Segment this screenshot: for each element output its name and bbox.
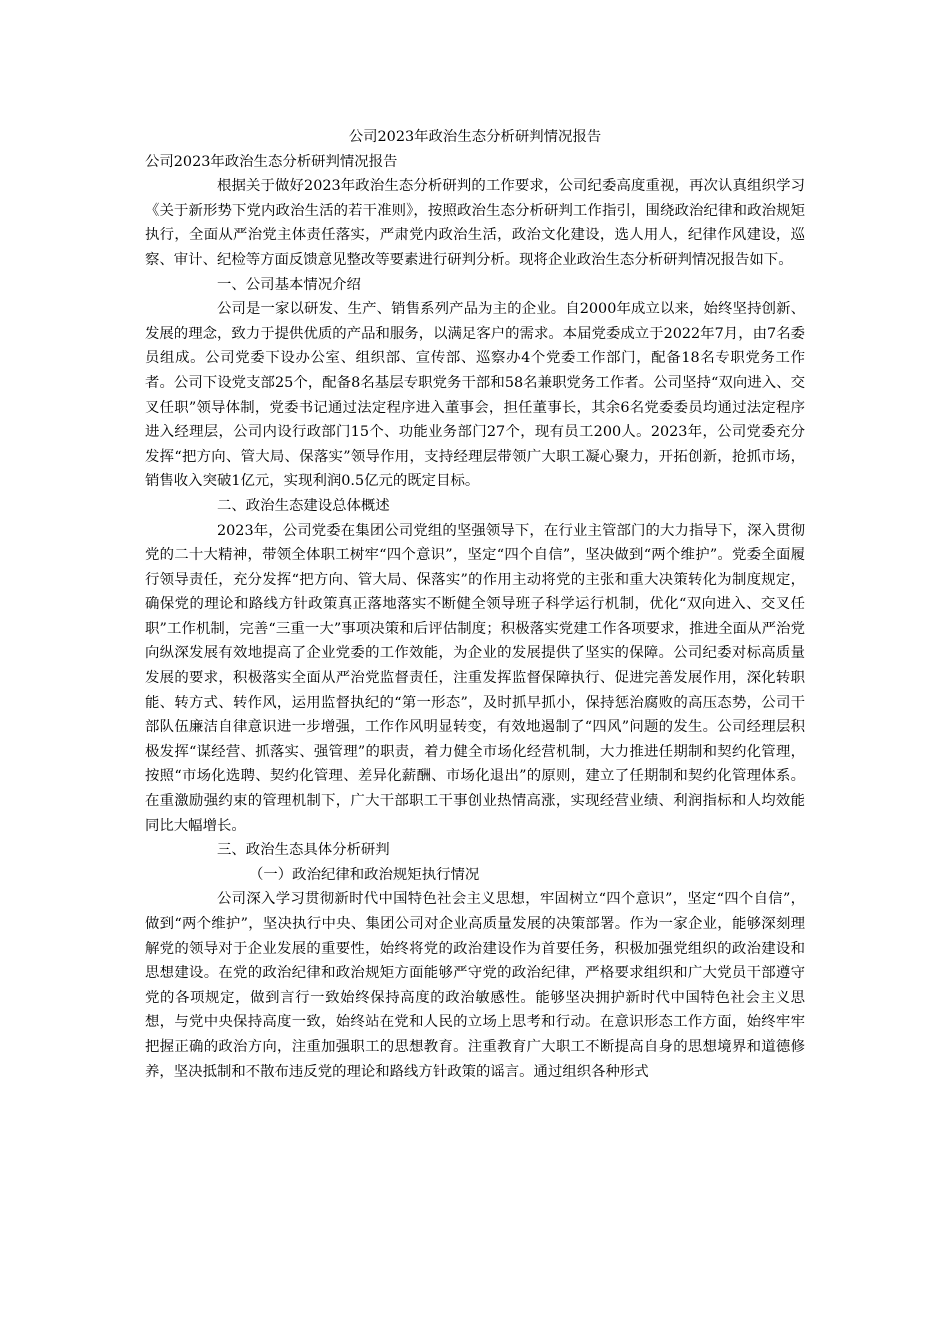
left-title: 公司2023年政治生态分析研判情况报告 bbox=[145, 153, 398, 170]
section-heading-3: 三、政治生态具体分析研判 bbox=[217, 842, 390, 859]
section-2-paragraph: 2023年，公司党委在集团公司党组的坚强领导下，在行业主管部门的大力指导下，深入贯彻党的二十大精神，带领全体职工树牢“四个意识”，坚定“四个自信”，坚决做到“两个维护”。党委全面履行领导责任，充分发挥“把方向、管大局、保落实”的作用主动将党的主张和重大决策转化为制度规定，确保党的理论和路线方针政策真正落地落实不断健全领导班子科学运行机制，优化“双向进入、交叉任职”工作机制，完善“三重一大”事项决策和后评估制度；积极落实党建工作各项要求，推进全面从严治党向纵深发展有效地提高了企业党委的工作效能，为企业的发展提供了坚实的保障。公司纪委对标高质量发展的要求，积极落实全面从严治党监督责任，注重发挥监督保障执行、促进完善发展作用，深化转职能、转方式、转作风，运用监督执纪的“第一形态”，及时抓早抓小，保持惩治腐败的高压态势，公司干部队伍廉洁自律意识进一步增强，工作作风明显转变，有效地遏制了“四风”问题的发生。公司经理层积极发挥“谋经营、抓落实、强管理”的职责，着力健全市场化经营机制，大力推进任期制和契约化管理，按照“市场化选聘、契约化管理、差异化薪酬、市场化退出”的原则，建立了任期制和契约化管理体系。在重激励强约束的管理机制下，广大干部职工干事创业热情高涨，实现经营业绩、利润指标和人均效能同比大幅增长。 bbox=[145, 522, 805, 834]
document-body bbox=[145, 125, 805, 1084]
section-heading-1: 一、公司基本情况介绍 bbox=[217, 276, 361, 293]
subsection-heading-3-1: （一）政治纪律和政治规矩执行情况 bbox=[249, 866, 480, 883]
section-1-paragraph: 公司是一家以研发、生产、销售系列产品为主的企业。自2000年成立以来，始终坚持创新、发展的理念，致力于提供优质的产品和服务，以满足客户的需求。本届党委成立于2022年7月，由7名委员组成。公司党委下设办公室、组织部、宣传部、巡察办4个党委工作部门，配备18名专职党务工作者。公司下设党支部25个，配备8名基层专职党务干部和58名兼职党务工作者。公司坚持“双向进入、交叉任职”领导体制，党委书记通过法定程序进入董事会，担任董事长，其余6名党委委员均通过法定程序进入经理层，公司内设行政部门15个、功能业务部门27个，现有员工200人。2023年，公司党委充分发挥“把方向、管大局、保落实”领导作用，支持经理层带领广大职工凝心聚力，开拓创新，抢抓市场，销售收入突破1亿元，实现利润0.5亿元的既定目标。 bbox=[145, 301, 805, 490]
intro-paragraph: 根据关于做好2023年政治生态分析研判的工作要求，公司纪委高度重视，再次认真组织学习《关于新形势下党内政治生活的若干准则》，按照政治生态分析研判工作指引，围绕政治纪律和政治规矩执行，全面从严治党主体责任落实，严肃党内政治生活，政治文化建设，选人用人，纪律作风建设，巡察、审计、纪检等方面反馈意见整改等要素进行研判分析。现将企业政治生态分析研判情况报告如下。 bbox=[145, 178, 805, 268]
section-heading-2: 二、政治生态建设总体概述 bbox=[217, 497, 390, 514]
centered-title: 公司2023年政治生态分析研判情况报告 bbox=[348, 129, 602, 145]
section-3-paragraph: 公司深入学习贯彻新时代中国特色社会主义思想，牢固树立“四个意识”，坚定“四个自信”，做到“两个维护”，坚决执行中央、集团公司对企业高质量发展的决策部署。作为一家企业，能够深刻理解党的领导对于企业发展的重要性，始终将党的政治建设作为首要任务，积极加强党组织的政治建设和思想建设。在党的政治纪律和政治规矩方面能够严守党的政治纪律，严格要求组织和广大党员干部遵守党的各项规定，做到言行一致始终保持高度的政治敏感性。能够坚决拥护新时代中国特色社会主义思想，与党中央保持高度一致，始终站在党和人民的立场上思考和行动。在意识形态工作方面，始终牢牢把握正确的政治方向，注重加强职工的思想教育。注重教育广大职工不断提高自身的思想境界和道德修养，坚决抵制和不散布违反党的理论和路线方针政策的谣言。通过组织各种形式 bbox=[145, 891, 805, 1080]
